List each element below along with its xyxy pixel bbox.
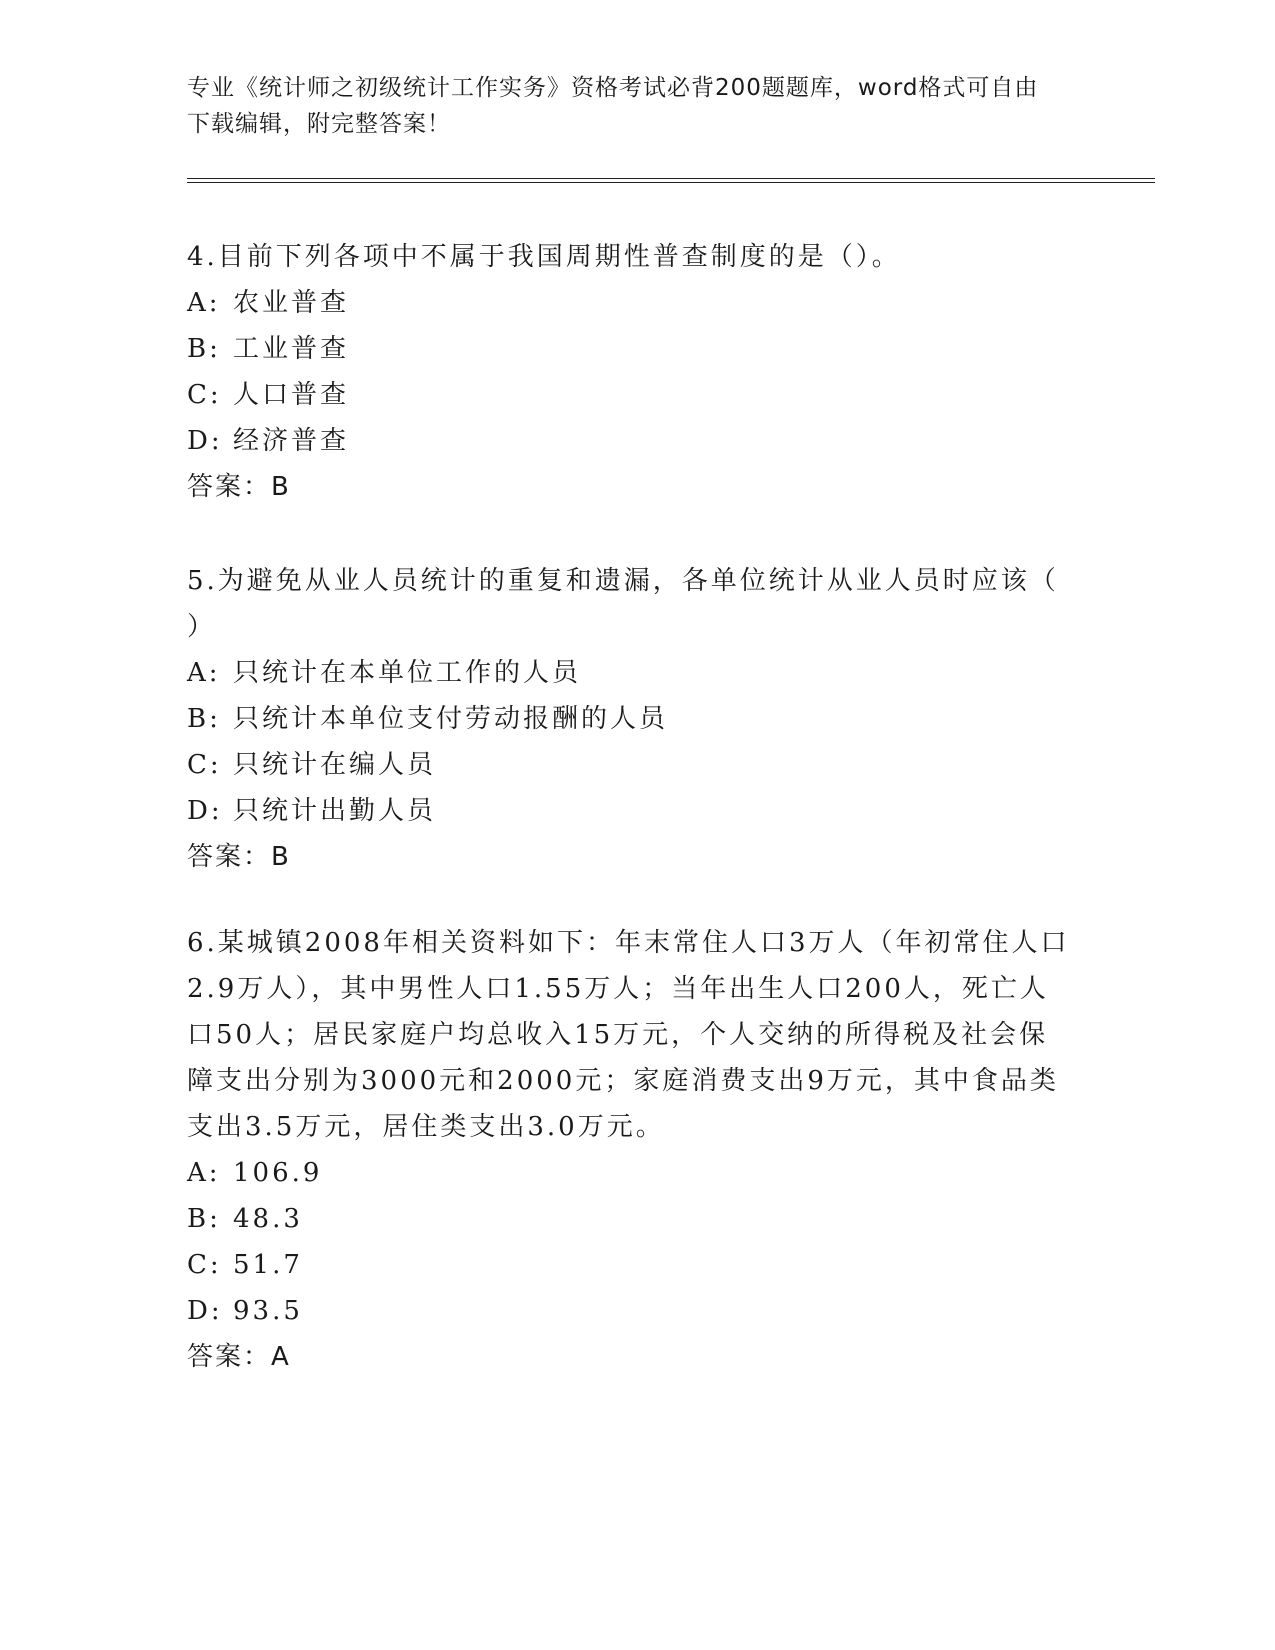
option-c [187,1242,1077,1288]
header-divider-top [187,178,1155,179]
option-text: 工业普查 [233,334,350,364]
option-text: 只统计出勤人员 [233,796,437,826]
option-d [187,1288,1077,1334]
option-c [187,372,1077,418]
question-stem: 6.某城镇2008年相关资料如下：年末常住人口3万人（年初常住人口2.9万人），其中男性人口1.55万人；当年出生人口200人，死亡人口50人；居民家庭户均总收入15万元，个人交纳的所得税及社会保障支出分别为3000元和2000元；家庭消费支出9万元，其中食品类支出3.5万元，居住类支出3.0万元。 [187,928,1070,1142]
option-text: 只统计在本单位工作的人员 [233,658,582,688]
option-text: 经济普查 [233,426,350,456]
question-stem: 4.目前下列各项中不属于我国周期性普查制度的是（）。 [187,242,901,272]
option-b [187,1196,1077,1242]
header-divider-bottom [187,182,1155,183]
option-text: 只统计本单位支付劳动报酬的人员 [233,704,669,734]
option-letter: B: [187,704,221,734]
option-text: 106.9 [233,1158,323,1188]
option-text: 48.3 [233,1204,303,1234]
option-letter: C: [187,380,222,410]
option-d [187,788,1077,834]
question-4 [187,234,1077,510]
answer-line: 答案：A [187,1342,291,1372]
question-6 [187,920,1077,1380]
option-text: 只统计在编人员 [233,750,437,780]
option-a [187,1150,1077,1196]
option-d [187,418,1077,464]
option-text: 人口普查 [233,380,350,410]
option-text: 93.5 [233,1296,303,1326]
option-letter: A: [187,288,221,318]
option-letter: A: [187,658,221,688]
option-c [187,742,1077,788]
option-b [187,696,1077,742]
header-line-2: 下载编辑，附完整答案！ [187,111,451,137]
option-letter: C: [187,750,222,780]
header-line-1: 专业《统计师之初级统计工作实务》资格考试必背200题题库，word格式可自由 [187,75,1039,101]
option-letter: C: [187,1250,222,1280]
question-stem: 5.为避免从业人员统计的重复和遗漏，各单位统计从业人员时应该（ ） [187,566,1059,642]
option-text: 51.7 [233,1250,303,1280]
answer-line: 答案：B [187,472,291,502]
option-a [187,650,1077,696]
answer-line: 答案：B [187,842,291,872]
option-letter: B: [187,1204,221,1234]
document-header [187,70,1067,142]
option-letter: B: [187,334,221,364]
option-letter: D: [187,426,223,456]
option-letter: D: [187,796,223,826]
option-a [187,280,1077,326]
question-5 [187,558,1077,880]
option-letter: D: [187,1296,223,1326]
option-b [187,326,1077,372]
option-letter: A: [187,1158,221,1188]
option-text: 农业普查 [233,288,350,318]
